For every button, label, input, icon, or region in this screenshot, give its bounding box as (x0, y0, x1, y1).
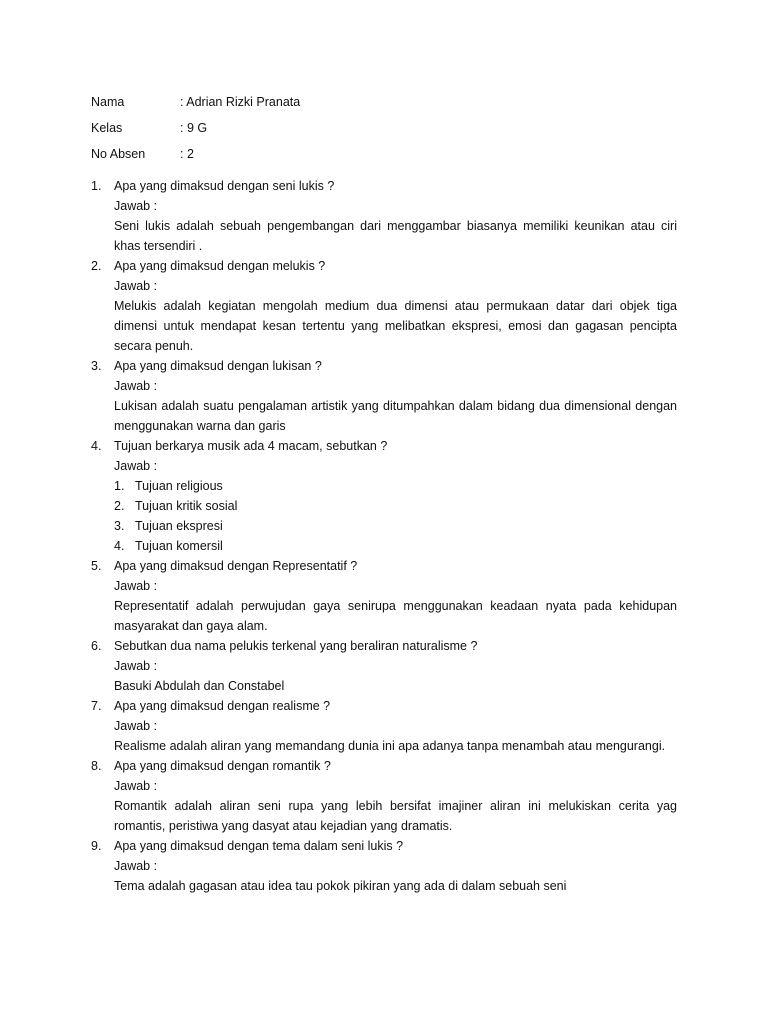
answer-item-text: Tujuan religious (135, 479, 223, 493)
question-number: 4. (91, 439, 102, 453)
answer-list-item (114, 496, 677, 516)
question-body (114, 696, 677, 756)
question-body (114, 756, 677, 836)
question-text: Sebutkan dua nama pelukis terkenal yang beraliran naturalisme ? (114, 639, 478, 653)
header-row-nama (91, 92, 300, 118)
question-item (91, 556, 677, 636)
question-item (91, 636, 677, 696)
answer-list-item (114, 536, 677, 556)
question-body (114, 636, 677, 696)
question-item (91, 436, 677, 556)
jawab-label: Jawab : (114, 719, 158, 733)
question-item (91, 176, 677, 256)
jawab-label: Jawab : (114, 579, 158, 593)
question-list (91, 176, 677, 896)
question-item (91, 356, 677, 436)
jawab-label: Jawab : (114, 779, 158, 793)
question-item (91, 696, 677, 756)
header-row-no-absen (91, 144, 300, 170)
question-text: Apa yang dimaksud dengan romantik ? (114, 759, 331, 773)
answer-text: Seni lukis adalah sebuah pengembangan dari menggambar biasanya memiliki keunikan atau ciri khas tersendiri . (114, 219, 677, 253)
jawab-label: Jawab : (114, 379, 158, 393)
question-number: 1. (91, 179, 102, 193)
question-body (114, 436, 677, 556)
jawab-label: Jawab : (114, 199, 158, 213)
answer-list (114, 476, 677, 556)
answer-text: Romantik adalah aliran seni rupa yang lebih bersifat imajiner aliran ini melukiskan cerita yag romantis, peristiwa yang dasyat atau kejadian yang dramatis. (114, 799, 677, 833)
question-item (91, 256, 677, 356)
question-text: Apa yang dimaksud dengan melukis ? (114, 259, 326, 273)
question-body (114, 356, 677, 436)
question-number: 2. (91, 259, 102, 273)
question-number: 5. (91, 559, 102, 573)
answer-item-number: 3. (114, 519, 125, 533)
jawab-label: Jawab : (114, 859, 158, 873)
answer-text: Representatif adalah perwujudan gaya senirupa menggunakan keadaan nyata pada kehidupan masyarakat dan gaya alam. (114, 599, 677, 633)
answer-list-item (114, 516, 677, 536)
question-text: Apa yang dimaksud dengan realisme ? (114, 699, 331, 713)
header-label: Nama (91, 95, 125, 109)
header-label: No Absen (91, 147, 146, 161)
jawab-label: Jawab : (114, 459, 158, 473)
question-text: Apa yang dimaksud dengan tema dalam seni lukis ? (114, 839, 404, 853)
answer-item-number: 1. (114, 479, 125, 493)
answer-item-number: 4. (114, 539, 125, 553)
question-body (114, 556, 677, 636)
question-item (91, 756, 677, 836)
jawab-label: Jawab : (114, 279, 158, 293)
header-value: : 9 G (180, 121, 208, 135)
question-body (114, 176, 677, 256)
question-number: 8. (91, 759, 102, 773)
answer-text: Basuki Abdulah dan Constabel (114, 679, 285, 693)
answer-text: Tema adalah gagasan atau idea tau pokok pikiran yang ada di dalam sebuah seni (114, 879, 567, 893)
question-text: Apa yang dimaksud dengan seni lukis ? (114, 179, 335, 193)
jawab-label: Jawab : (114, 659, 158, 673)
student-header (91, 92, 300, 170)
answer-text: Melukis adalah kegiatan mengolah medium dua dimensi atau permukaan datar dari objek tiga dimensi untuk mendapat kesan tertentu yang melibatkan ekspresi, emosi dan gagasan pencipta secara penuh. (114, 299, 677, 353)
question-text: Apa yang dimaksud dengan lukisan ? (114, 359, 322, 373)
header-row-kelas (91, 118, 300, 144)
answer-item-number: 2. (114, 499, 125, 513)
answer-text: Realisme adalah aliran yang memandang dunia ini apa adanya tanpa menambah atau mengurangi. (114, 739, 666, 753)
question-number: 7. (91, 699, 102, 713)
question-number: 6. (91, 639, 102, 653)
question-number: 3. (91, 359, 102, 373)
answer-text: Lukisan adalah suatu pengalaman artistik yang ditumpahkan dalam bidang dua dimensional dengan menggunakan warna dan garis (114, 399, 677, 433)
question-text: Tujuan berkarya musik ada 4 macam, sebutkan ? (114, 439, 388, 453)
question-text: Apa yang dimaksud dengan Representatif ? (114, 559, 358, 573)
answer-item-text: Tujuan kritik sosial (135, 499, 238, 513)
question-item (91, 836, 677, 896)
question-number: 9. (91, 839, 102, 853)
header-value: : 2 (180, 147, 194, 161)
answer-list-item (114, 476, 677, 496)
question-body (114, 256, 677, 356)
answer-item-text: Tujuan ekspresi (135, 519, 223, 533)
header-label: Kelas (91, 121, 123, 135)
answer-item-text: Tujuan komersil (135, 539, 223, 553)
question-body (114, 836, 677, 896)
header-value: : Adrian Rizki Pranata (180, 95, 301, 109)
